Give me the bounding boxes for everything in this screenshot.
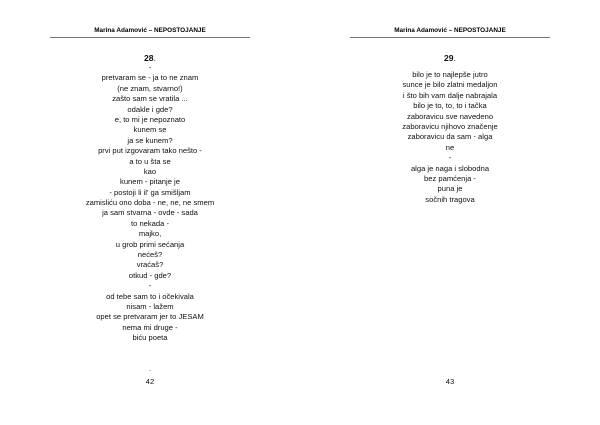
poem-line: -: [148, 63, 152, 72]
poem-line: sunce je bilo zlatni medaljon: [402, 80, 498, 90]
poem-line: e, to mi je nepoznato: [114, 114, 186, 124]
page-number: 43: [445, 377, 455, 386]
poem-line: (ne znam, stvarno!): [117, 83, 183, 93]
poem-line: kao: [143, 166, 157, 176]
poem-line: puna je: [437, 184, 463, 194]
poem-number-value: 29: [444, 53, 454, 63]
header-divider: [50, 37, 250, 38]
poem-line: a to u šta se: [129, 156, 171, 166]
poem-text: [340, 70, 560, 205]
poem-line: zašto sam se vratila ...: [112, 94, 188, 104]
running-header: Marina Adamović – NEPOSTOJANJE: [94, 27, 206, 34]
poem-line: bilo je to, to, to i tačka: [413, 101, 487, 111]
poem-line: zaboravicu sve navedeno: [406, 111, 494, 121]
poem-line: alga je naga i slobodna: [410, 163, 490, 173]
poem-line: kunem - pitanje je: [120, 177, 180, 187]
poem-number: 28.: [144, 53, 156, 63]
poem-line: u grob primi sećanja: [115, 239, 185, 249]
poem-line: pretvaram se - ja to ne znam: [101, 73, 199, 83]
poem-line: odakle i gde?: [127, 104, 173, 114]
poem-number: 29.: [444, 53, 456, 63]
poem-line: nisam - lažem: [126, 301, 174, 311]
running-header: Marina Adamović – NEPOSTOJANJE: [394, 27, 506, 34]
left-page: [50, 0, 250, 425]
poem-line: sočnih tragova: [425, 194, 475, 204]
poem-line: nema mi druge -: [122, 322, 178, 332]
right-page: [350, 0, 550, 425]
header-divider: [350, 37, 550, 38]
poem-line: bilo je to najlepše jutro: [412, 70, 488, 79]
poem-line: ne: [445, 142, 455, 152]
poem-line: kunem se: [133, 125, 167, 135]
poem-line: zaboravicu njihovo značenje: [402, 121, 498, 131]
poem-line: nećeš?: [137, 250, 163, 260]
poem-line: bez pamćenja -: [424, 173, 476, 183]
poem-line: zaboravicu da sam - alga: [407, 132, 493, 142]
poem-text: [40, 63, 260, 344]
end-mark: .: [148, 364, 152, 373]
poem-line: - postoji li il' ga smišljam: [109, 187, 191, 197]
poem-line: majko,: [138, 229, 162, 239]
poem-line: ja sam stvarna - ovde - sada: [102, 208, 198, 218]
poem-line: biću poeta: [132, 333, 168, 343]
poem-line: od tebe sam to i očekivala: [106, 291, 194, 301]
poem-line: i što bih vam dalje nabrajala: [402, 90, 498, 100]
poem-line: vraćaš?: [136, 260, 164, 270]
poem-line: zamisliću ono doba - ne, ne, ne smem: [85, 198, 215, 208]
poem-line: -: [448, 153, 452, 163]
page-number: 42: [145, 377, 155, 386]
poem-line: -: [148, 281, 152, 291]
poem-line: otkud - gde?: [128, 270, 172, 280]
poem-line: to nekada -: [131, 218, 169, 228]
poem-number-value: 28: [144, 53, 154, 63]
poem-line: opet se pretvaram jer to JESAM: [96, 312, 204, 322]
poem-line: ja se kunem?: [127, 135, 173, 145]
poem-line: prvi put izgovaram tako nešto -: [98, 146, 202, 156]
